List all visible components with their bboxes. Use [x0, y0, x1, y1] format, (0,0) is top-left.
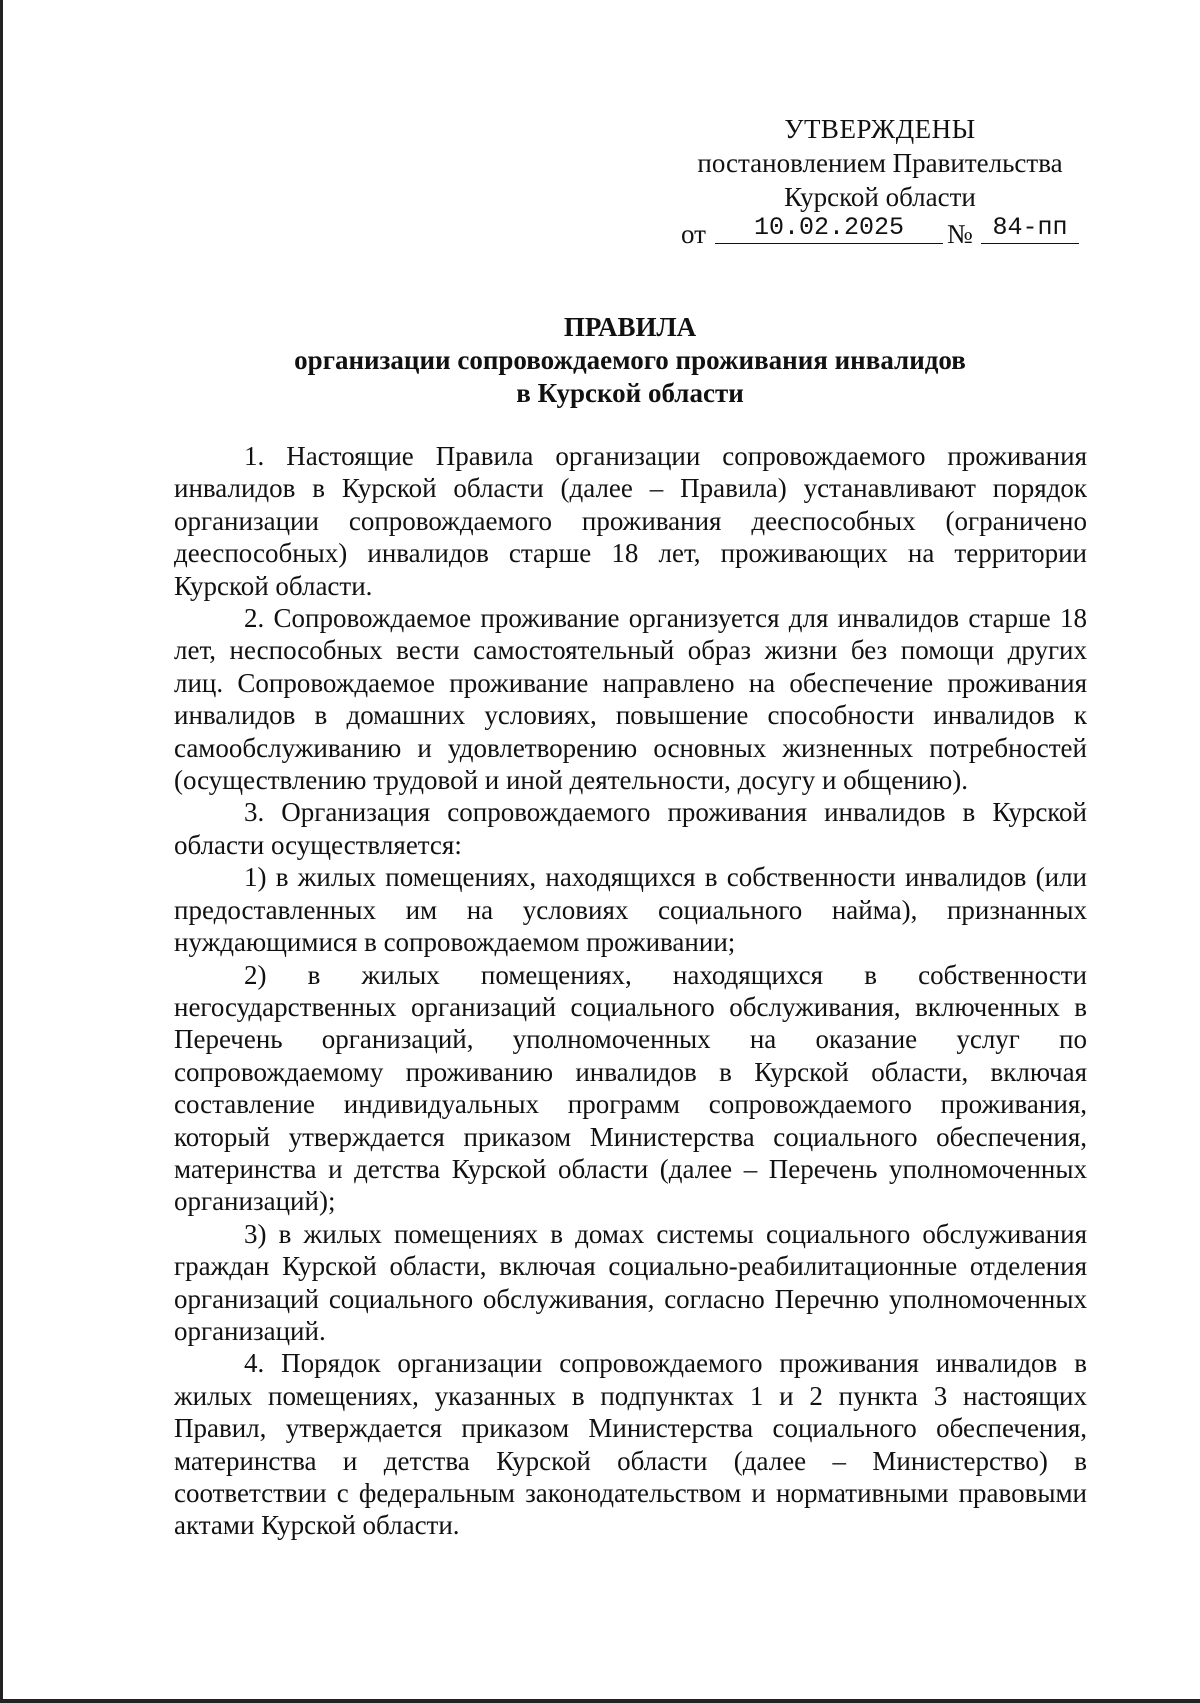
- subparagraph-3-2: 2) в жилых помещениях, находящихся в собственности негосударственных организаций социального обслуживания, включенных в Перечень организаций, уполномоченных на оказание услуг по сопровождаемому проживанию инвалидов в Курской области, включая составление индивидуальных программ сопровождаемого проживания, который утверждается приказом Министерства социального обеспечения, материнства и детства Курской области (далее – Перечень уполномоченных организаций);: [174, 959, 1087, 1217]
- subparagraph-3-1: 1) в жилых помещениях, находящихся в собственности инвалидов (или предоставленных им на условиях социального найма), признанных нуждающимися в сопровождаемом проживании;: [174, 862, 1087, 958]
- scan-edge-bottom: [0, 1699, 1200, 1703]
- paragraph-3: 3. Организация сопровождаемого проживания инвалидов в Курской области осуществляется:: [174, 797, 1087, 860]
- approval-heading: УТВЕРЖДЕНЫ: [784, 114, 976, 144]
- document-body: [174, 440, 1087, 1542]
- paragraph-2: 2. Сопровождаемое проживание организуется для инвалидов старше 18 лет, неспособных вести самостоятельный образ жизни без помощи других лиц. Сопровождаемое проживание направлено на обеспечение проживания инвалидов в домашних условиях, повышение способности инвалидов к самообслуживанию и удовлетворению основных жизненных потребностей (осуществлению трудовой и иной деятельности, досугу и общению).: [174, 603, 1087, 796]
- title-line-3: в Курской области: [516, 378, 744, 408]
- scan-edge-left: [0, 0, 3, 1703]
- paragraph-1: 1. Настоящие Правила организации сопровождаемого проживания инвалидов в Курской области (далее – Правила) устанавливают порядок организации сопровождаемого проживания дееспособных (ограничено дееспособных) инвалидов старше 18 лет, проживающих на территории Курской области.: [174, 441, 1087, 601]
- approval-line-1: постановлением Правительства: [697, 148, 1063, 178]
- approval-block: [680, 112, 1080, 214]
- decree-date: 10.02.2025: [715, 213, 943, 244]
- paragraph-4: 4. Порядок организации сопровождаемого проживания инвалидов в жилых помещениях, указанных в подпунктах 1 и 2 пункта 3 настоящих Правил, утверждается приказом Министерства социального обеспечения, материнства и детства Курской области (далее – Министерство) в соответствии с федеральным законодательством и нормативными правовыми актами Курской области.: [174, 1348, 1087, 1541]
- title-line-2: организации сопровождаемого проживания инвалидов: [294, 345, 966, 375]
- title-line-1: ПРАВИЛА: [563, 312, 697, 342]
- decree-number: 84-пп: [981, 213, 1079, 244]
- approval-line-2: Курской области: [784, 182, 976, 212]
- subparagraph-3-3: 3) в жилых помещениях в домах системы социального обслуживания граждан Курской области, включая социально-реабилитационные отделения организаций социального обслуживания, согласно Перечню уполномоченных организаций.: [174, 1218, 1087, 1346]
- date-label: от: [681, 219, 706, 249]
- document-title: [180, 311, 1080, 410]
- decree-reference: [680, 213, 1080, 249]
- number-label: №: [947, 219, 973, 249]
